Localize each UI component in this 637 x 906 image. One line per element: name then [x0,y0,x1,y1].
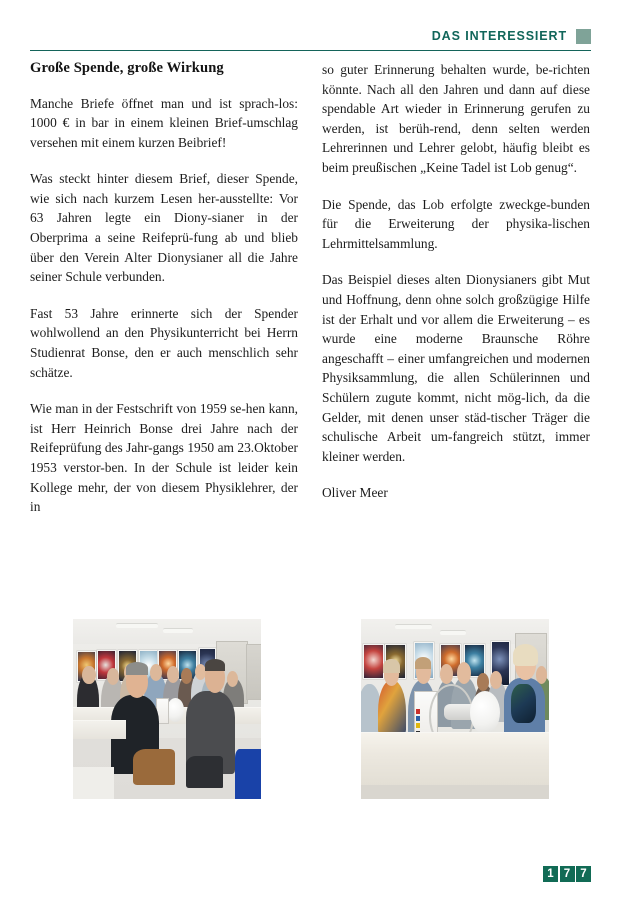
student-hair [383,659,400,673]
student-head [82,666,95,684]
girl-hair [513,644,537,666]
front-desk-edge [73,767,114,799]
student-head [457,662,471,684]
student-head [477,673,489,691]
table-edge [361,785,549,799]
man-left-trousers [133,749,174,785]
ceiling-light-icon [440,630,466,635]
paragraph: Wie man in der Festschrift von 1959 se-hen kann, ist Herr Heinrich Bonse drei Jahre nach der Reifeprüfung des Jahr-gangs 1950 am 23.Oktober 1953 verstor-ben. In der Schule ist leider kein Kollege mehr, der von diesem Physiklehrer, der in [30,401,298,515]
blue-jacket [235,749,261,799]
paragraph: Die Spende, das Lob erfolgte zweckge-bunden für die Erweiterung der physika-lischen Lehrmittelsammlung. [322,196,590,251]
photo-1-scene [73,619,261,799]
cathode-ray-tube-screen [470,691,500,734]
man-right-trousers [186,756,224,788]
paragraph: Was steckt hinter diesem Brief, dieser Spende, wie sich nach kurzem Lesen her-ausstellte: Vor 63 Jahren legte ein Diony-sianer in der Oberprima a seine Reifeprü-fung ab und blieb über den Verein Alter Dionysianer all die Jahre seiner Schule verbunden. [30,171,298,285]
photo-classroom-two-men-seated [73,619,261,799]
column-left [30,60,298,517]
apparatus-bulb [167,698,184,721]
running-header [30,26,591,46]
man-right-hair [205,659,226,672]
panel-jack-yellow [416,723,421,728]
photo-2-scene [361,619,549,799]
student-head [490,671,502,689]
header-accent-square-icon [576,29,591,44]
panel-jack-blue [416,716,421,721]
student-head [107,668,119,685]
student-head [440,664,453,684]
man-left-hair [126,662,149,675]
article-title: Große Spende, große Wirkung [30,60,224,76]
page-number [543,866,591,882]
column-right [322,60,590,517]
page-digit: 7 [576,866,591,882]
header-divider [30,50,591,51]
photo-classroom-braunsche-roehre-demo [361,619,549,799]
paragraph: Manche Briefe öffnet man und ist sprach-los: 1000 € in bar in einem kleinen Brief-umschlag versehen mit einem kurzen Beibrief! [30,95,298,150]
cabinet [246,644,261,700]
paragraph: Das Beispiel dieses alten Dionysianers gibt Mut und Hoffnung, denn ohne solch großzügige Hilfe ist der Erhalt und vor allem die Erweiterung – es wurde eine moderne Braunsche Röhre angeschafft – einer umfangreichen und modernen Physiksammlung, die allen Schülerinnen und Schülern zugute kommt, nicht mög-lich, da die Gelder, mit denen unser städ-tischer Träger die schulische Arbeit um-fangreich stützt, immer kleiner werden. [322,272,590,464]
page-digit: 1 [543,866,558,882]
student-figure [378,680,406,734]
paragraph: Fast 53 Jahre erinnerte sich der Spender wohlwollend an den Physikunterricht bei Herrn Studienrat Bonse, den er auch menschlich sehr schätze. [30,305,298,380]
ceiling-light-icon [395,624,433,629]
student-head [167,666,179,683]
student-hair [415,657,432,670]
wall-poster [363,644,384,678]
photo-row [33,603,589,815]
ceiling-light-icon [116,623,157,628]
ceiling-light-icon [163,628,193,633]
panel-jack-red [416,709,421,714]
page-digit: 7 [560,866,575,882]
article-columns [30,60,591,517]
front-desk [73,720,126,739]
section-title: DAS INTERESSIERT [431,28,567,43]
girl-scarf [511,684,535,724]
article-byline: Oliver Meer [322,485,388,501]
paragraph: so guter Erinnerung behalten wurde, be-richten könnte. Nach all den Jahren und dann auf diese spendable Art wieder in Erinnerung gerufen zu werden, ist berüh-rend, denn selten werden Lehrerinnen und Lehrer gelobt, häufig bleibt es beim preußischen „Keine Tadel ist Lob genug“. [322,62,590,175]
front-table [361,732,549,787]
